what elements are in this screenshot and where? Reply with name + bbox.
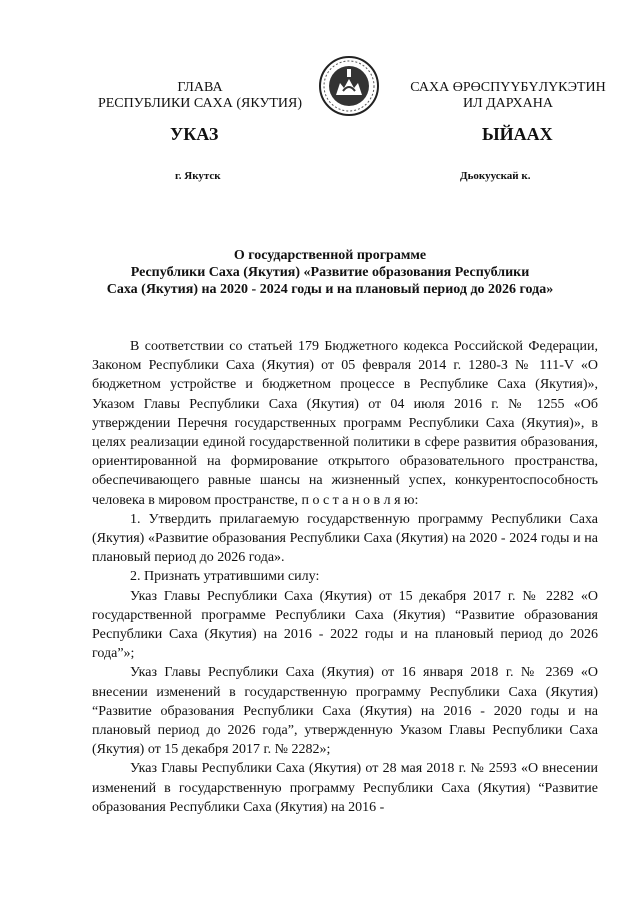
title-line2: Республики Саха (Якутия) «Развитие образования Республики (130, 265, 530, 280)
issuer-left-line1: ГЛАВА (177, 80, 223, 95)
decree-body (92, 337, 598, 817)
paragraph-repealed-1: Указ Главы Республики Саха (Якутия) от 15 декабря 2017 г. № 2282 «О государственной программе Республики Саха (Якутия) “Развитие образования Республики Саха (Якутия) на 2016 - 2022 годы и на плановый период до 2026 года”»; (92, 588, 598, 662)
paragraph-item-2: 2. Признать утратившими силу: (130, 569, 320, 585)
paragraph-repealed-3: Указ Главы Республики Саха (Якутия) от 28 мая 2018 г. № 2593 «О внесении изменений в государственную программу Республики Саха (Якутия) “Развитие образования Республики Саха (Якутия) на 2016 - (92, 761, 598, 815)
title-line1: О государственной программе (233, 248, 427, 263)
city-sakha: Дьокуускай к. (460, 170, 531, 182)
paragraph-repealed-2: Указ Главы Республики Саха (Якутия) от 16 января 2018 г. № 2369 «О внесении изменений в государственную программу Республики Саха (Якутия) “Развитие образования Республики Саха (Якутия) на 2016 - 2020 годы и на плановый период до 2026 года”, утвержденную Указом Главы Республики Саха (Якутия) от 15 декабря 2017 г. № 2282»; (92, 665, 598, 758)
issuer-right-line2: ИЛ ДАРХАНА (462, 96, 553, 111)
doc-type-sakha: ЫЙААХ (482, 124, 553, 144)
paragraph-preamble: В соответствии со статьей 179 Бюджетного кодекса Российской Федерации, Законом Республики Саха (Якутия) от 05 февраля 2014 г. 1280-З № 111-V «О бюджетном устройстве и бюджетном процессе в Республике Саха (Якутия)», Указом Главы Республики Саха (Якутия) от 04 июля 2016 г. № 1255 «Об утверждении Перечня государственных программ Республики Саха (Якутия)», в целях реализации единой государственной политики в сфере развития образования, ориентированной на формирование открытого образовательного пространства, обеспечивающего равные шансы на жизненный успех, конкурентоспособность человека в мировом пространстве, п о с т а н о в л я ю: (92, 339, 598, 508)
city-ru: г. Якутск (175, 170, 221, 182)
issuer-left-line2: РЕСПУБЛИКИ САХА (ЯКУТИЯ) (97, 96, 303, 111)
paragraph-item-1: 1. Утвердить прилагаемую государственную программу Республики Саха (Якутия) «Развитие образования Республики Саха (Якутия) на 2020 - 2024 годы и на плановый период до 2026 года». (92, 511, 598, 566)
issuer-right (388, 80, 628, 112)
decree-title (60, 247, 600, 298)
coat-of-arms-emblem-icon (318, 55, 380, 117)
doc-type-ru: УКАЗ (170, 124, 219, 144)
issuer-left (80, 80, 320, 112)
title-line3: Саха (Якутия) на 2020 - 2024 годы и на плановый период до 2026 года» (106, 282, 554, 297)
issuer-right-line1: САХА ӨРӨСПҮҮБҮЛҮКЭТИН (410, 80, 606, 95)
